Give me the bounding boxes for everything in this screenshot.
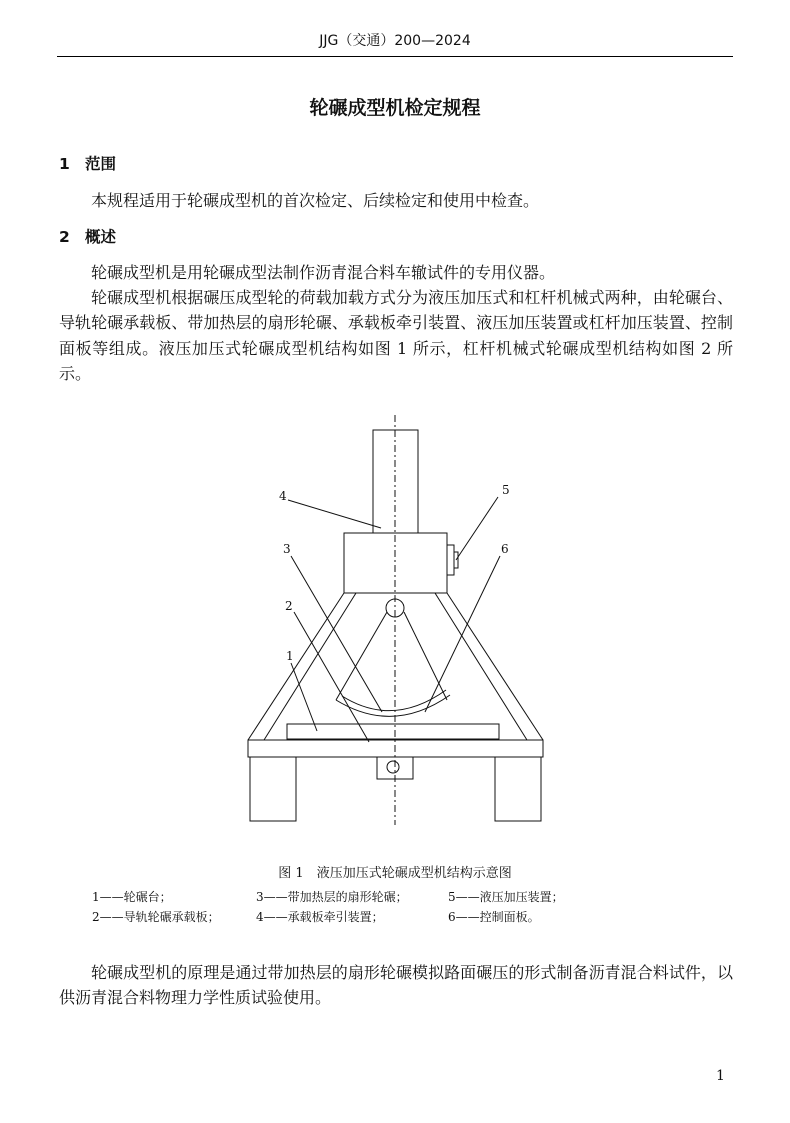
legend-item: 4——承载板牵引装置；	[256, 910, 384, 924]
paragraph-scope: 本规程适用于轮碾成型机的首次检定、后续检定和使用中检查。	[91, 191, 540, 210]
label-6: 6	[501, 542, 509, 556]
label-4: 4	[279, 489, 287, 503]
paragraph-overview-1: 轮碾成型机是用轮碾成型法制作沥青混合料车辙试件的专用仪器。	[91, 263, 556, 282]
right-leg	[495, 757, 541, 821]
page-header: JJG（交通）200—2024	[319, 33, 471, 49]
section-number: 1	[59, 155, 70, 173]
paragraph-principle: 轮碾成型机的原理是通过带加热层的扇形轮碾模拟路面碾压的形式制备沥青混合料试件，以供沥青混合料物理力学性质试验使用。	[59, 963, 733, 1008]
section-heading-overview	[59, 225, 116, 247]
label-5: 5	[502, 483, 510, 497]
page-number: 1	[716, 1068, 725, 1084]
section-title: 范围	[85, 155, 117, 173]
section-heading-scope	[59, 152, 116, 174]
section-number: 2	[59, 228, 70, 246]
header-rule	[57, 56, 733, 57]
paragraph-overview-2: 轮碾成型机根据碾压成型轮的荷载加载方式分为液压加压式和杠杆机械式两种，由轮碾台、导轨轮碾承载板、带加热层的扇形轮碾、承载板牵引装置、液压加压装置或杠杆加压装置、控制面板等组成。液压加压式轮碾成型机结构如图 1 所示，杠杆机械式轮碾成型机结构如图 2 所示。	[59, 288, 733, 383]
figure-1	[240, 410, 560, 834]
legend-item: 3——带加热层的扇形轮碾；	[256, 890, 408, 904]
label-2: 2	[285, 599, 293, 613]
machine-diagram	[240, 410, 560, 830]
label-1: 1	[286, 649, 294, 663]
label-3: 3	[283, 542, 291, 556]
legend-item: 2——导轨轮碾承载板；	[92, 910, 220, 924]
left-leg	[250, 757, 296, 821]
figure-caption: 图 1 液压加压式轮碾成型机结构示意图	[278, 866, 512, 881]
document-title: 轮碾成型机检定规程	[309, 97, 481, 119]
legend-item: 5——液压加压装置；	[448, 890, 564, 904]
control-panel-shape	[447, 545, 454, 575]
legend-item: 1——轮碾台；	[92, 890, 172, 904]
section-title: 概述	[85, 228, 117, 246]
roller-table	[287, 724, 499, 739]
legend-item: 6——控制面板。	[448, 910, 540, 924]
